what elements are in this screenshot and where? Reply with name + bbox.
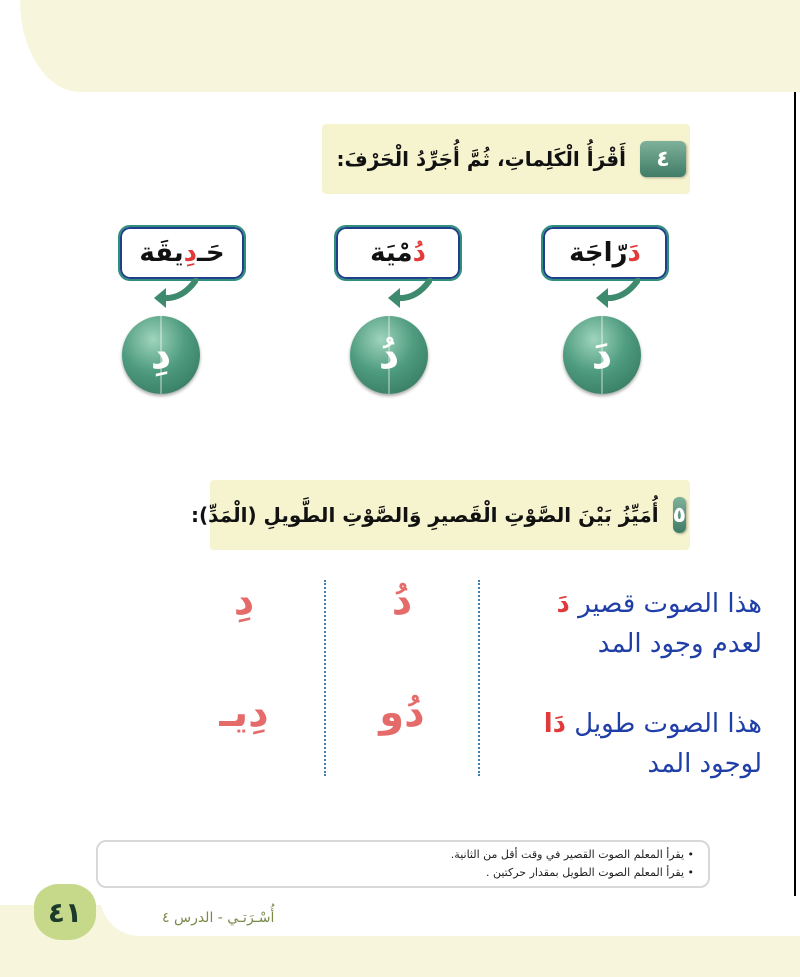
column-divider (478, 580, 480, 776)
word-highlight-letter: دَ (627, 238, 641, 268)
word-prefix: حَـ (196, 238, 225, 268)
instruction-text: أَقْرَأُ الْكَلِماتِ، ثُمَّ أُجَرِّدُ الْحَرْفَ: (336, 147, 626, 171)
curved-arrow-icon (152, 278, 198, 310)
word-suffix: يقَة (139, 238, 184, 268)
exercise-number-badge: ٤ (640, 141, 686, 177)
instruction-text: أُمَيِّزُ بَيْنَ الصَّوْتِ الْقَصيرِ وَالصَّوْتِ الطَّويلِ (الْمَدِّ): (190, 503, 659, 527)
explanation-reason: لوجود المد (647, 749, 762, 779)
word-card-2 (334, 225, 462, 281)
ball-highlight-line (388, 316, 390, 394)
explanation-text: هذا الصوت قصير (578, 589, 762, 619)
curved-arrow-icon (594, 278, 640, 310)
word-suffix: مْيَة (370, 238, 413, 268)
exercise-number-badge: ٥ (673, 497, 686, 533)
short-letter-damma: دُ (391, 578, 413, 624)
long-sound-explanation (544, 704, 762, 784)
footer-lesson-title: أُسْـرَتـي - الدرس ٤ (162, 910, 275, 926)
word-highlight-letter: دُ (412, 238, 426, 268)
word-highlight-letter: دِ (183, 238, 197, 268)
short-sound-explanation (557, 584, 763, 664)
exercise-5-instruction (190, 480, 690, 550)
example-letter: دَ (556, 589, 570, 619)
extracted-letter: دِ (150, 332, 172, 378)
explanation-text: هذا الصوت طويل (574, 709, 762, 739)
curved-arrow-icon (386, 278, 432, 310)
extracted-letter: دُ (378, 332, 400, 378)
long-letter-waw: دُو (379, 690, 425, 736)
column-divider (324, 580, 326, 776)
teacher-note: • يقرأ المعلم الصوت القصير في وقت أقل من الثانية. (450, 848, 694, 861)
teacher-notes-box (96, 840, 710, 888)
extracted-letter-ball-3 (122, 316, 200, 394)
long-letter-ya: دِيـ (219, 690, 269, 736)
word-suffix: رّاجَة (569, 238, 628, 268)
top-decorative-band (20, 0, 800, 92)
page-number: ٤١ (34, 884, 96, 940)
word-card-3 (118, 225, 246, 281)
teacher-note: • يقرأ المعلم الصوت الطويل بمقدار حركتين . (486, 866, 694, 879)
extracted-letter: دَ (591, 332, 613, 378)
example-letter: دَا (543, 709, 566, 739)
explanation-reason: لعدم وجود المد (597, 629, 762, 659)
extracted-letter-ball-1 (563, 316, 641, 394)
ball-highlight-line (601, 316, 603, 394)
short-letter-kasra: دِ (233, 578, 255, 624)
ball-highlight-line (160, 316, 162, 394)
exercise-4-instruction (322, 124, 690, 194)
extracted-letter-ball-2 (350, 316, 428, 394)
word-card-1 (541, 225, 669, 281)
